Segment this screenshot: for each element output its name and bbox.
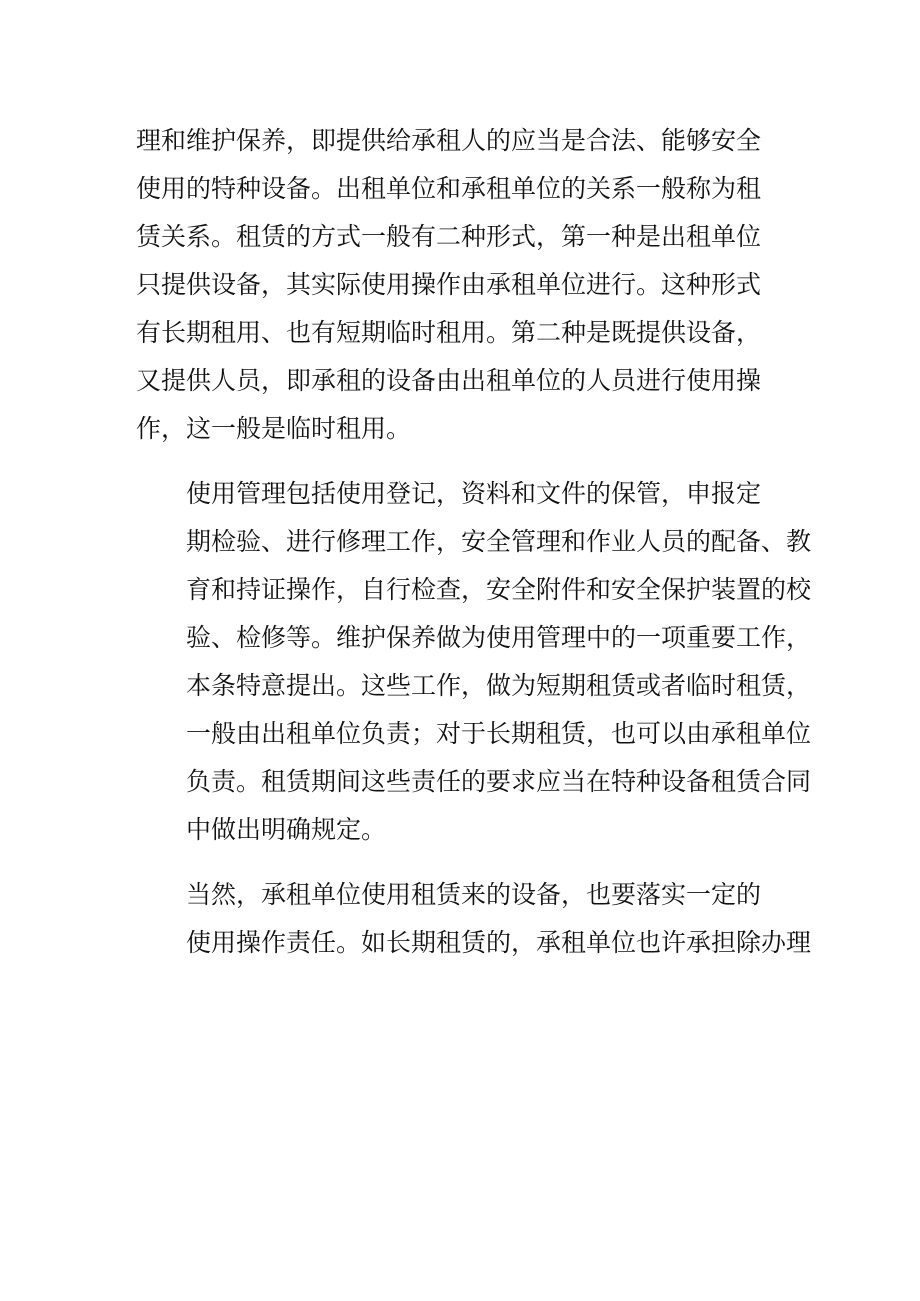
text-line: 中做出明确规定。 [186, 815, 387, 844]
text-line: 当然，承租单位使用租赁来的设备，也要落实一定的 [186, 880, 762, 909]
text-line: 使用操作责任。如长期租赁的，承租单位也许承担除办理 [186, 928, 812, 957]
text-line: 又提供人员，即承租的设备由出租单位的人员进行使用操 [136, 366, 762, 395]
text-line: 使用的特种设备。出租单位和承租单位的关系一般称为租 [136, 174, 762, 203]
text-line: 期检验、进行修理工作，安全管理和作业人员的配备、教 [186, 527, 812, 556]
text-line: 赁关系。租赁的方式一般有二种形式，第一种是出租单位 [136, 222, 762, 251]
paragraph-1 [136, 117, 792, 453]
document-body [136, 117, 812, 984]
text-line: 有长期租用、也有短期临时租用。第二种是既提供设备， [136, 318, 762, 347]
paragraph-2 [136, 470, 812, 854]
text-line: 使用管理包括使用登记，资料和文件的保管，申报定 [186, 479, 762, 508]
text-line: 一般由出租单位负责；对于长期租赁，也可以由承租单位 [186, 719, 812, 748]
text-line: 本条特意提出。这些工作，做为短期租赁或者临时租赁， [186, 671, 812, 700]
text-line: 负责。租赁期间这些责任的要求应当在特种设备租赁合同 [186, 767, 812, 796]
text-line: 验、检修等。维护保养做为使用管理中的一项重要工作， [186, 623, 812, 652]
text-line: 作，这一般是临时租用。 [136, 414, 412, 443]
text-line: 理和维护保养，即提供给承租人的应当是合法、能够安全 [136, 126, 762, 155]
text-line: 育和持证操作，自行检查，安全附件和安全保护装置的校 [186, 575, 812, 604]
text-line: 只提供设备，其实际使用操作由承租单位进行。这种形式 [136, 270, 762, 299]
paragraph-3 [136, 871, 812, 967]
